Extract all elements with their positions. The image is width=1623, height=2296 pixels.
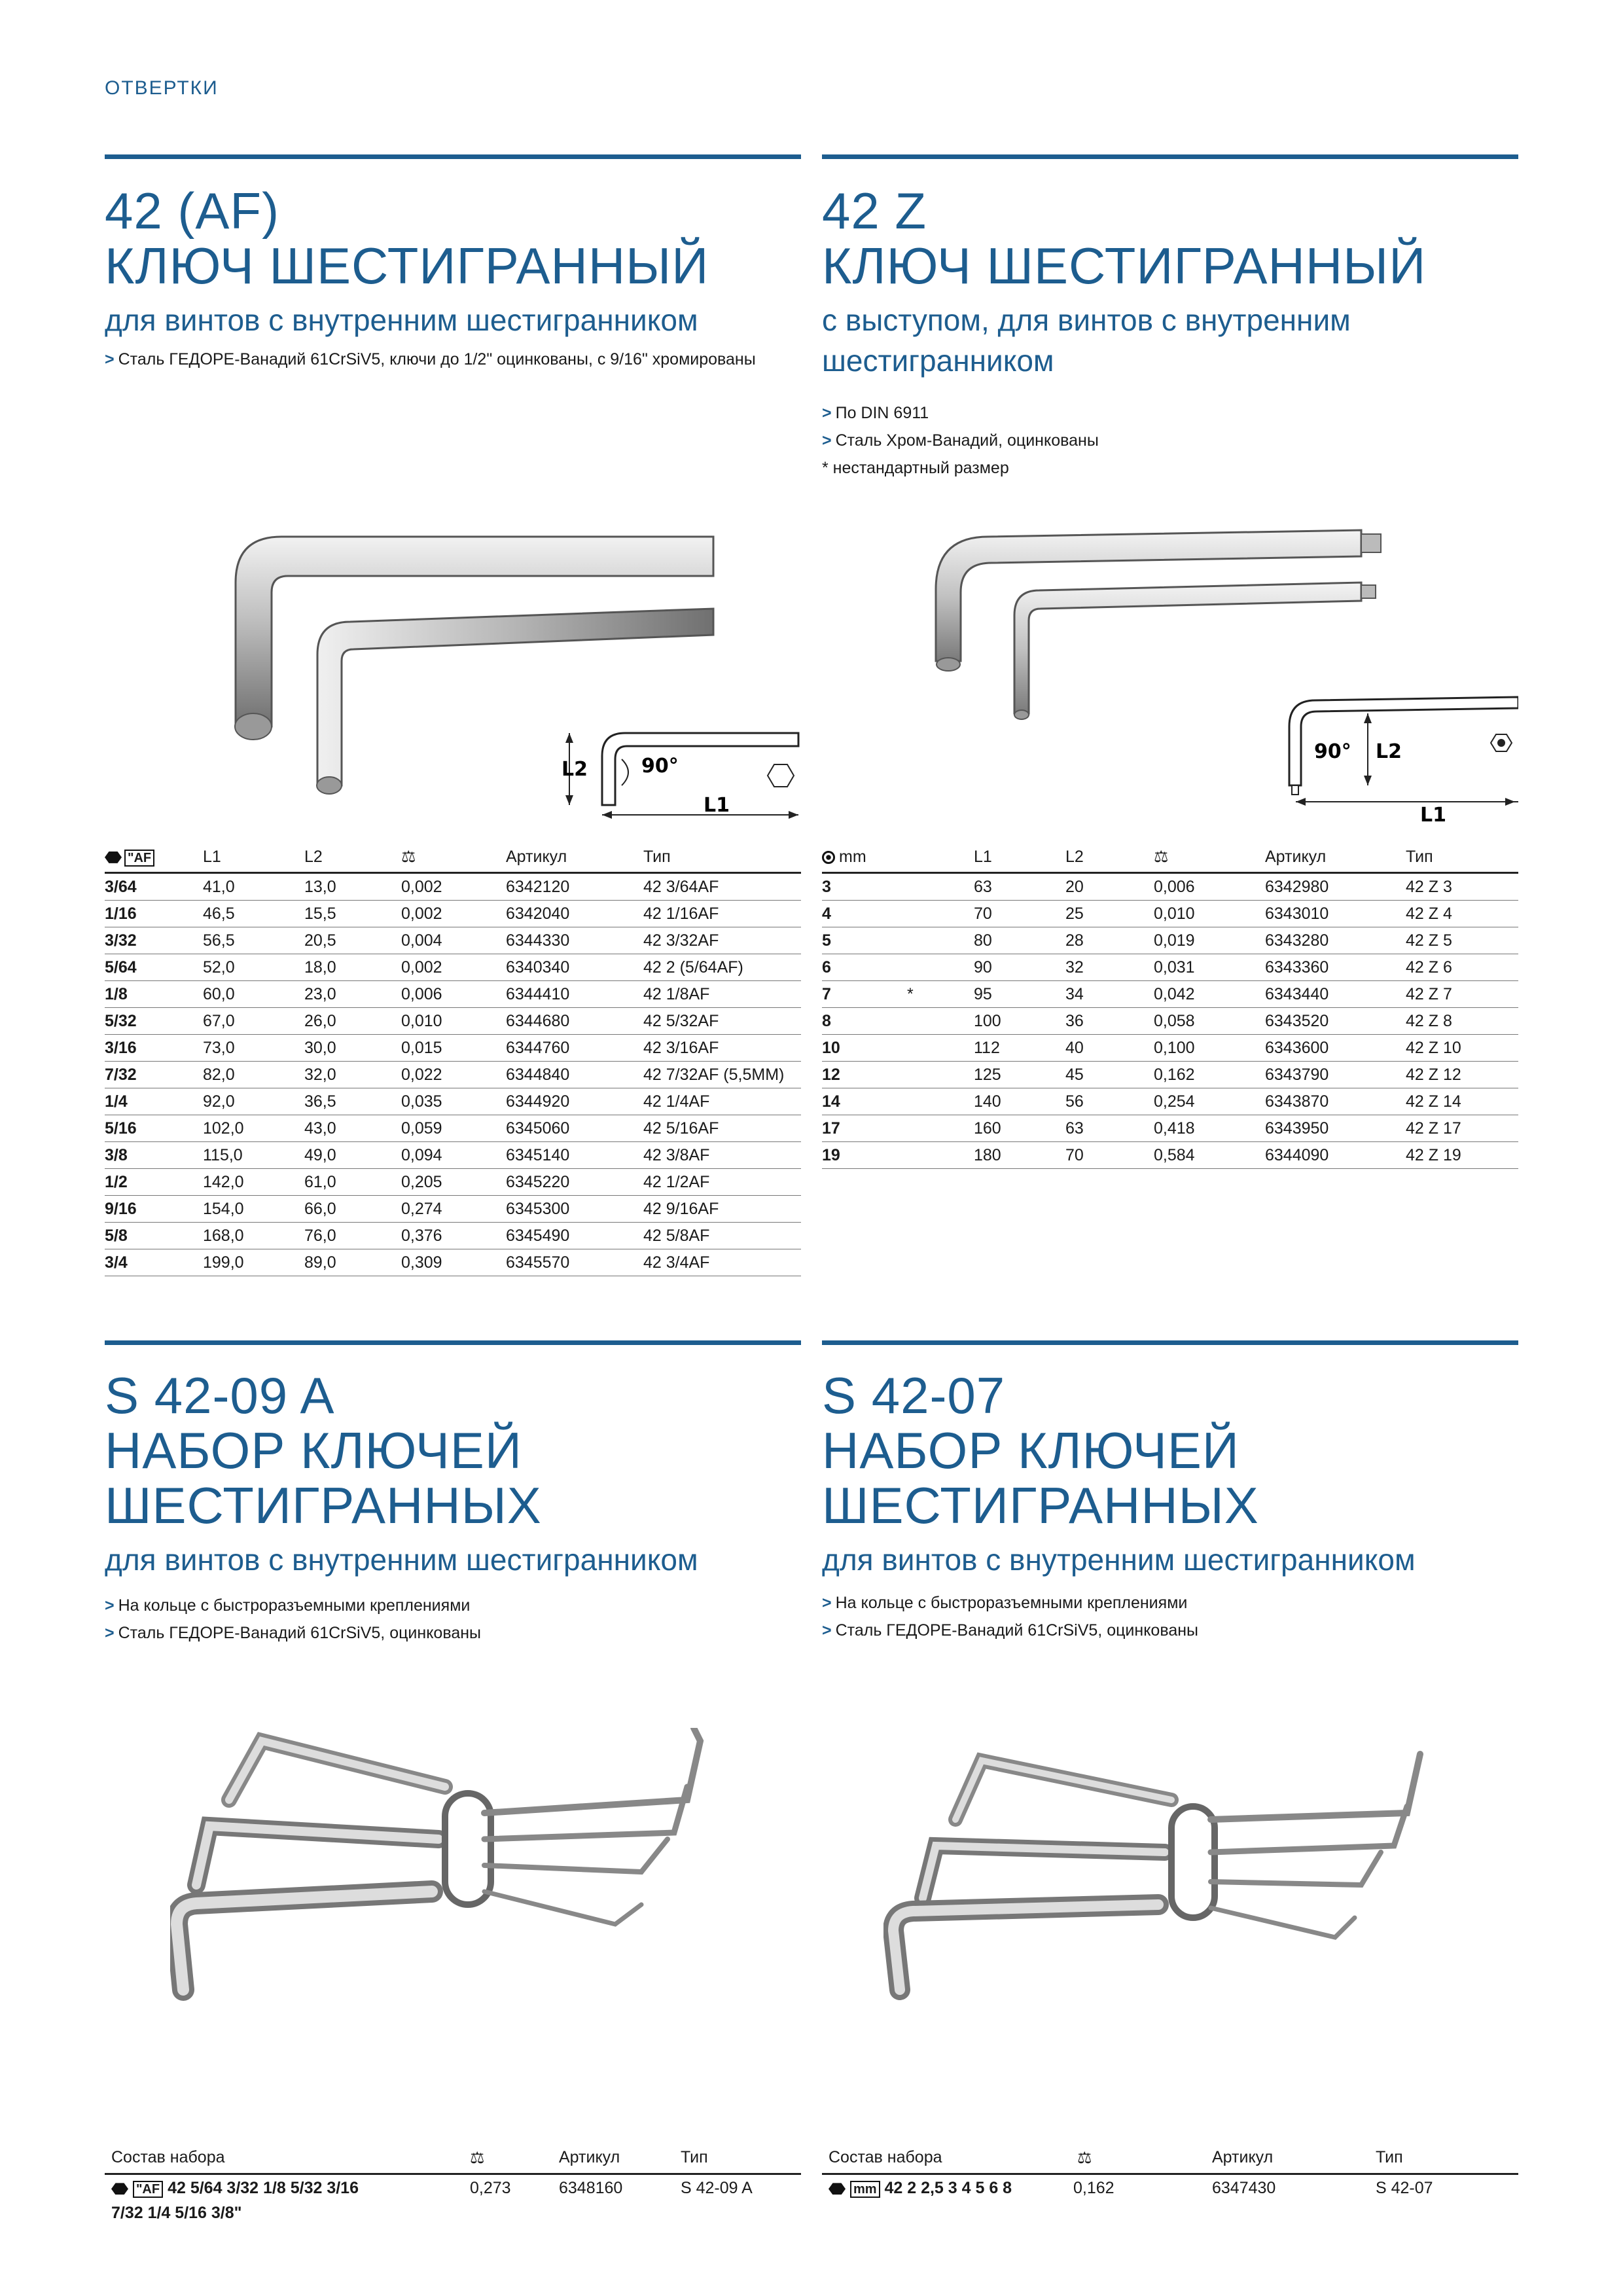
section-rule: [822, 1340, 1518, 1345]
table-cell: 168,0: [203, 1223, 304, 1249]
product-title-line2: ШЕСТИГРАННЫХ: [822, 1477, 1259, 1534]
bullet-item: > Сталь ГЕДОРЕ-Ванадий 61CrSiV5, оцинкованы: [822, 1621, 1198, 1640]
table-cell: 63: [974, 873, 1065, 901]
table-cell: 6344920: [506, 1088, 643, 1115]
table-cell: 42 3/32AF: [643, 927, 801, 954]
table-cell: 6343870: [1265, 1088, 1406, 1115]
table-cell: 42 3/8AF: [643, 1142, 801, 1169]
bullet-text: Сталь ГЕДОРЕ-Ванадий 61CrSiV5, ключи до 1/2" оцинкованы, с 9/16" хромированы: [118, 350, 756, 368]
table-cell: 0,058: [1154, 1008, 1265, 1035]
table-cell: 5/16: [105, 1115, 203, 1142]
set-content-line1: 42 5/64 3/32 1/8 5/32 3/16: [168, 2179, 359, 2197]
scale-icon: ⚖: [1154, 848, 1169, 866]
table-cell: 6345140: [506, 1142, 643, 1169]
table-cell: 0,274: [401, 1196, 506, 1223]
table-cell: 26,0: [304, 1008, 401, 1035]
table-row: [105, 927, 801, 954]
section-42af: [105, 183, 801, 373]
table-row: [105, 2175, 801, 2227]
product-title-line1: НАБОР КЛЮЧЕЙ: [822, 1422, 1240, 1479]
table-cell: 154,0: [203, 1196, 304, 1223]
table-cell: 43,0: [304, 1115, 401, 1142]
spec-table-z: [822, 846, 1518, 1169]
table-cell: *: [907, 981, 974, 1008]
bullet-item: > Сталь ГЕДОРЕ-Ванадий 61CrSiV5, ключи до 1/2" оцинкованы, с 9/16" хромированы: [105, 350, 756, 368]
table-cell: 49,0: [304, 1142, 401, 1169]
table-cell: 32: [1065, 954, 1154, 981]
set-table-af: [105, 2148, 801, 2227]
table-cell: 0,006: [401, 981, 506, 1008]
table-cell: 30,0: [304, 1035, 401, 1062]
key-set-af-image: [170, 1728, 733, 2036]
table-cell: 41,0: [203, 873, 304, 901]
table-cell: 12: [822, 1062, 907, 1088]
table-cell: 89,0: [304, 1249, 401, 1276]
section-rule: [105, 1340, 801, 1345]
table-cell: 10: [822, 1035, 907, 1062]
bullet-text: Сталь ГЕДОРЕ-Ванадий 61CrSiV5, оцинкованы: [118, 1624, 481, 1642]
table-cell: 42 Z 5: [1406, 927, 1518, 954]
table-cell: 63: [1065, 1115, 1154, 1142]
table-row: [105, 1223, 801, 1249]
type-header: Тип: [1376, 2148, 1403, 2166]
table-row: [822, 1088, 1518, 1115]
l2-header: L2: [1065, 846, 1154, 873]
table-cell: 3: [822, 873, 907, 901]
table-cell: 6343440: [1265, 981, 1406, 1008]
note-text: * нестандартный размер: [822, 459, 1009, 477]
table-row: [822, 1062, 1518, 1088]
table-cell: 92,0: [203, 1088, 304, 1115]
dimension-diagram-z: [1270, 687, 1518, 825]
note-header: [907, 846, 974, 873]
table-cell: 70: [1065, 1142, 1154, 1169]
table-row: [105, 1196, 801, 1223]
l1-header: L1: [974, 846, 1065, 873]
table-cell: 23,0: [304, 981, 401, 1008]
size-unit-badge: "AF: [133, 2181, 163, 2198]
table-cell: 0,376: [401, 1223, 506, 1249]
product-title: КЛЮЧ ШЕСТИГРАННЫЙ: [105, 237, 709, 295]
table-cell: [907, 873, 974, 901]
table-cell: 56,5: [203, 927, 304, 954]
table-cell: 42 5/16AF: [643, 1115, 801, 1142]
set-table-mm: [822, 2148, 1518, 2204]
table-cell: 42 Z 19: [1406, 1142, 1518, 1169]
table-cell: 0,205: [401, 1169, 506, 1196]
scale-icon: ⚖: [470, 2149, 485, 2167]
section-s4207: [822, 1368, 1518, 1644]
section-42z: [822, 183, 1518, 482]
table-header-row: [105, 846, 801, 873]
table-cell: 36: [1065, 1008, 1154, 1035]
bullet-item: > Сталь Хром-Ванадий, оцинкованы: [822, 431, 1099, 450]
product-subtitle: для винтов с внутренним шестигранником: [105, 1543, 698, 1577]
table-cell: 42 1/16AF: [643, 901, 801, 927]
table-cell: 0,035: [401, 1088, 506, 1115]
set-header: Состав набора: [829, 2148, 942, 2166]
table-cell: 160: [974, 1115, 1065, 1142]
dimension-diagram-af: [556, 694, 805, 825]
table-cell: 61,0: [304, 1169, 401, 1196]
table-cell: [907, 927, 974, 954]
table-cell: 6342040: [506, 901, 643, 927]
table-cell: 1/8: [105, 981, 203, 1008]
table-cell: 19: [822, 1142, 907, 1169]
table-cell: 0,022: [401, 1062, 506, 1088]
l1-label: L1: [704, 794, 730, 817]
table-cell: [907, 1088, 974, 1115]
type-value: S 42-07: [1376, 2179, 1433, 2197]
table-cell: 0,100: [1154, 1035, 1265, 1062]
bullet-text: Сталь Хром-Ванадий, оцинкованы: [835, 431, 1099, 450]
bullet-item: > По DIN 6911: [822, 404, 929, 422]
table-cell: 82,0: [203, 1062, 304, 1088]
table-cell: 125: [974, 1062, 1065, 1088]
table-cell: 42 Z 7: [1406, 981, 1518, 1008]
table-cell: 0,002: [401, 954, 506, 981]
table-cell: [907, 1062, 974, 1088]
product-code: 42 (AF): [105, 182, 280, 240]
table-cell: 3/16: [105, 1035, 203, 1062]
hex-icon: [829, 2183, 846, 2195]
table-row: [105, 954, 801, 981]
product-title-line2: ШЕСТИГРАННЫХ: [105, 1477, 542, 1534]
angle-label: 90°: [641, 755, 679, 778]
table-cell: 42 1/4AF: [643, 1088, 801, 1115]
product-title-line1: НАБОР КЛЮЧЕЙ: [105, 1422, 522, 1479]
l1-label: L1: [1420, 804, 1446, 825]
table-row: [105, 1115, 801, 1142]
table-cell: 1/16: [105, 901, 203, 927]
table-cell: 20,5: [304, 927, 401, 954]
table-header-row: [105, 2148, 801, 2175]
bullet-item: > На кольце с быстроразъемными креплениями: [822, 1594, 1188, 1612]
table-cell: 0,584: [1154, 1142, 1265, 1169]
table-cell: 0,309: [401, 1249, 506, 1276]
table-row: [822, 981, 1518, 1008]
product-subtitle: для винтов с внутренним шестигранником: [105, 303, 698, 337]
product-code: S 42-07: [822, 1367, 1006, 1424]
table-cell: 32,0: [304, 1062, 401, 1088]
table-cell: 73,0: [203, 1035, 304, 1062]
weight-header: [1154, 846, 1265, 873]
table-cell: 66,0: [304, 1196, 401, 1223]
l1-header: L1: [203, 846, 304, 873]
table-row: [822, 1115, 1518, 1142]
table-cell: 36,5: [304, 1088, 401, 1115]
table-row: [105, 1088, 801, 1115]
l2-label: L2: [562, 758, 588, 781]
table-cell: 42 5/8AF: [643, 1223, 801, 1249]
table-cell: 42 7/32AF (5,5MM): [643, 1062, 801, 1088]
table-row: [822, 954, 1518, 981]
table-cell: 140: [974, 1088, 1065, 1115]
type-header: Тип: [1406, 846, 1518, 873]
table-cell: 0,042: [1154, 981, 1265, 1008]
weight-header: [401, 846, 506, 873]
table-cell: 6343600: [1265, 1035, 1406, 1062]
table-cell: 0,015: [401, 1035, 506, 1062]
table-cell: 42 Z 14: [1406, 1088, 1518, 1115]
table-cell: 42 3/16AF: [643, 1035, 801, 1062]
bullet-text: На кольце с быстроразъемными креплениями: [835, 1594, 1188, 1612]
table-cell: 42 Z 17: [1406, 1115, 1518, 1142]
article-header: Артикул: [1212, 2148, 1274, 2166]
table-cell: 6340340: [506, 954, 643, 981]
table-header-row: [822, 846, 1518, 873]
table-cell: 0,010: [401, 1008, 506, 1035]
table-cell: [907, 1008, 974, 1035]
section-rule: [822, 154, 1518, 159]
table-cell: 180: [974, 1142, 1065, 1169]
table-cell: [907, 901, 974, 927]
table-cell: 42 5/32AF: [643, 1008, 801, 1035]
set-content: 42 2 2,5 3 4 5 6 8: [884, 2179, 1012, 2197]
table-cell: 42 Z 8: [1406, 1008, 1518, 1035]
table-row: [822, 1142, 1518, 1169]
table-cell: 1/2: [105, 1169, 203, 1196]
table-row: [822, 1008, 1518, 1035]
table-cell: 42 Z 10: [1406, 1035, 1518, 1062]
table-cell: 115,0: [203, 1142, 304, 1169]
table-cell: 42 Z 6: [1406, 954, 1518, 981]
table-cell: 0,006: [1154, 873, 1265, 901]
table-cell: 100: [974, 1008, 1065, 1035]
table-cell: 0,162: [1154, 1062, 1265, 1088]
table-cell: 42 3/4AF: [643, 1249, 801, 1276]
table-cell: 18,0: [304, 954, 401, 981]
type-header: Тип: [643, 846, 801, 873]
table-cell: 0,019: [1154, 927, 1265, 954]
table-cell: 102,0: [203, 1115, 304, 1142]
table-cell: 8: [822, 1008, 907, 1035]
table-cell: 52,0: [203, 954, 304, 981]
table-cell: 6345570: [506, 1249, 643, 1276]
table-cell: 40: [1065, 1035, 1154, 1062]
table-cell: 6342120: [506, 873, 643, 901]
table-cell: 6345060: [506, 1115, 643, 1142]
l2-label: L2: [1376, 740, 1402, 763]
table-cell: 7: [822, 981, 907, 1008]
table-cell: 6344330: [506, 927, 643, 954]
table-cell: 42 3/64AF: [643, 873, 801, 901]
table-row: [822, 2175, 1518, 2204]
section-s4209a: [105, 1368, 801, 1647]
table-cell: 6344760: [506, 1035, 643, 1062]
table-row: [105, 901, 801, 927]
table-cell: 6343950: [1265, 1115, 1406, 1142]
table-cell: 17: [822, 1115, 907, 1142]
table-cell: 42 Z 4: [1406, 901, 1518, 927]
size-unit-badge: mm: [850, 2181, 880, 2198]
table-row: [105, 981, 801, 1008]
hex-icon: [111, 2183, 128, 2195]
bullet-text: По DIN 6911: [835, 404, 929, 422]
table-cell: 13,0: [304, 873, 401, 901]
table-cell: 5/8: [105, 1223, 203, 1249]
article-header: Артикул: [1265, 846, 1406, 873]
table-cell: 0,031: [1154, 954, 1265, 981]
table-cell: 20: [1065, 873, 1154, 901]
table-cell: 0,094: [401, 1142, 506, 1169]
angle-label: 90°: [1314, 740, 1351, 763]
table-cell: 112: [974, 1035, 1065, 1062]
table-header-row: [822, 2148, 1518, 2175]
table-cell: 6: [822, 954, 907, 981]
size-unit-header: mm: [839, 847, 866, 866]
table-cell: 6342980: [1265, 873, 1406, 901]
article-header: Артикул: [559, 2148, 620, 2166]
table-cell: 0,010: [1154, 901, 1265, 927]
bullet-item: > На кольце с быстроразъемными креплениями: [105, 1596, 471, 1615]
table-cell: 3/64: [105, 873, 203, 901]
table-cell: 3/32: [105, 927, 203, 954]
table-cell: 6343790: [1265, 1062, 1406, 1088]
table-cell: 5/64: [105, 954, 203, 981]
table-cell: 0,002: [401, 873, 506, 901]
table-cell: 0,254: [1154, 1088, 1265, 1115]
hex-socket-icon: [822, 851, 835, 864]
table-cell: 4: [822, 901, 907, 927]
product-subtitle: для винтов с внутренним шестигранником: [822, 1543, 1416, 1577]
table-cell: 60,0: [203, 981, 304, 1008]
table-cell: 6345490: [506, 1223, 643, 1249]
table-cell: 3/8: [105, 1142, 203, 1169]
bullet-text: Сталь ГЕДОРЕ-Ванадий 61CrSiV5, оцинкованы: [835, 1621, 1198, 1640]
product-code: 42 Z: [822, 182, 927, 240]
table-cell: 0,418: [1154, 1115, 1265, 1142]
set-content-line2: 7/32 1/4 5/16 3/8": [111, 2204, 242, 2222]
hex-icon: [105, 852, 122, 863]
article-value: 6348160: [559, 2179, 623, 2197]
product-title: КЛЮЧ ШЕСТИГРАННЫЙ: [822, 237, 1427, 295]
table-cell: 6344410: [506, 981, 643, 1008]
table-cell: 42 Z 12: [1406, 1062, 1518, 1088]
table-row: [105, 1249, 801, 1276]
type-header: Тип: [681, 2148, 708, 2166]
table-cell: 6345220: [506, 1169, 643, 1196]
table-cell: 6343520: [1265, 1008, 1406, 1035]
table-cell: 6343360: [1265, 954, 1406, 981]
scale-icon: ⚖: [401, 848, 416, 866]
spec-table-af: [105, 846, 801, 1276]
table-row: [105, 1035, 801, 1062]
table-cell: 6344840: [506, 1062, 643, 1088]
set-header: Состав набора: [111, 2148, 225, 2166]
table-cell: 90: [974, 954, 1065, 981]
section-rule: [105, 154, 801, 159]
table-cell: 14: [822, 1088, 907, 1115]
table-row: [822, 901, 1518, 927]
bullet-item: > Сталь ГЕДОРЕ-Ванадий 61CrSiV5, оцинкованы: [105, 1624, 481, 1642]
table-cell: 5/32: [105, 1008, 203, 1035]
table-cell: 0,059: [401, 1115, 506, 1142]
table-cell: 42 2 (5/64AF): [643, 954, 801, 981]
table-cell: [907, 1142, 974, 1169]
table-cell: 42 Z 3: [1406, 873, 1518, 901]
table-cell: 42 1/8AF: [643, 981, 801, 1008]
l2-header: L2: [304, 846, 401, 873]
table-row: [105, 873, 801, 901]
type-value: S 42-09 A: [681, 2179, 753, 2197]
table-row: [105, 1169, 801, 1196]
table-cell: 95: [974, 981, 1065, 1008]
table-cell: 6343280: [1265, 927, 1406, 954]
table-cell: 15,5: [304, 901, 401, 927]
table-cell: 76,0: [304, 1223, 401, 1249]
table-cell: [907, 1115, 974, 1142]
table-cell: 34: [1065, 981, 1154, 1008]
table-cell: 56: [1065, 1088, 1154, 1115]
table-cell: 45: [1065, 1062, 1154, 1088]
table-cell: 6344680: [506, 1008, 643, 1035]
table-cell: 6344090: [1265, 1142, 1406, 1169]
table-cell: 5: [822, 927, 907, 954]
table-cell: 199,0: [203, 1249, 304, 1276]
table-cell: 7/32: [105, 1062, 203, 1088]
table-cell: 67,0: [203, 1008, 304, 1035]
table-cell: 25: [1065, 901, 1154, 927]
table-cell: 42 1/2AF: [643, 1169, 801, 1196]
table-cell: 46,5: [203, 901, 304, 927]
table-row: [105, 1008, 801, 1035]
table-cell: 6343010: [1265, 901, 1406, 927]
product-subtitle-line2: шестигранником: [822, 344, 1054, 378]
scale-icon: ⚖: [1077, 2149, 1092, 2167]
table-cell: 0,002: [401, 901, 506, 927]
table-cell: 6345300: [506, 1196, 643, 1223]
table-row: [105, 1062, 801, 1088]
table-cell: 42 9/16AF: [643, 1196, 801, 1223]
table-cell: [907, 1035, 974, 1062]
weight-value: 0,162: [1073, 2179, 1115, 2197]
table-row: [822, 873, 1518, 901]
table-cell: 1/4: [105, 1088, 203, 1115]
key-set-mm-image: [883, 1741, 1446, 2036]
table-cell: 70: [974, 901, 1065, 927]
article-header: Артикул: [506, 846, 643, 873]
table-row: [822, 1035, 1518, 1062]
table-cell: 80: [974, 927, 1065, 954]
bullet-text: На кольце с быстроразъемными креплениями: [118, 1596, 471, 1615]
product-subtitle-line1: с выступом, для винтов с внутренним: [822, 303, 1351, 337]
size-unit-header: "AF: [124, 850, 154, 867]
table-row: [822, 927, 1518, 954]
table-row: [105, 1142, 801, 1169]
weight-value: 0,273: [470, 2179, 511, 2197]
category-label: ОТВЕРТКИ: [105, 77, 219, 99]
table-cell: [907, 954, 974, 981]
table-cell: 0,004: [401, 927, 506, 954]
table-cell: 9/16: [105, 1196, 203, 1223]
article-value: 6347430: [1212, 2179, 1276, 2197]
table-cell: 28: [1065, 927, 1154, 954]
product-code: S 42-09 A: [105, 1367, 335, 1424]
table-cell: 3/4: [105, 1249, 203, 1276]
table-cell: 142,0: [203, 1169, 304, 1196]
